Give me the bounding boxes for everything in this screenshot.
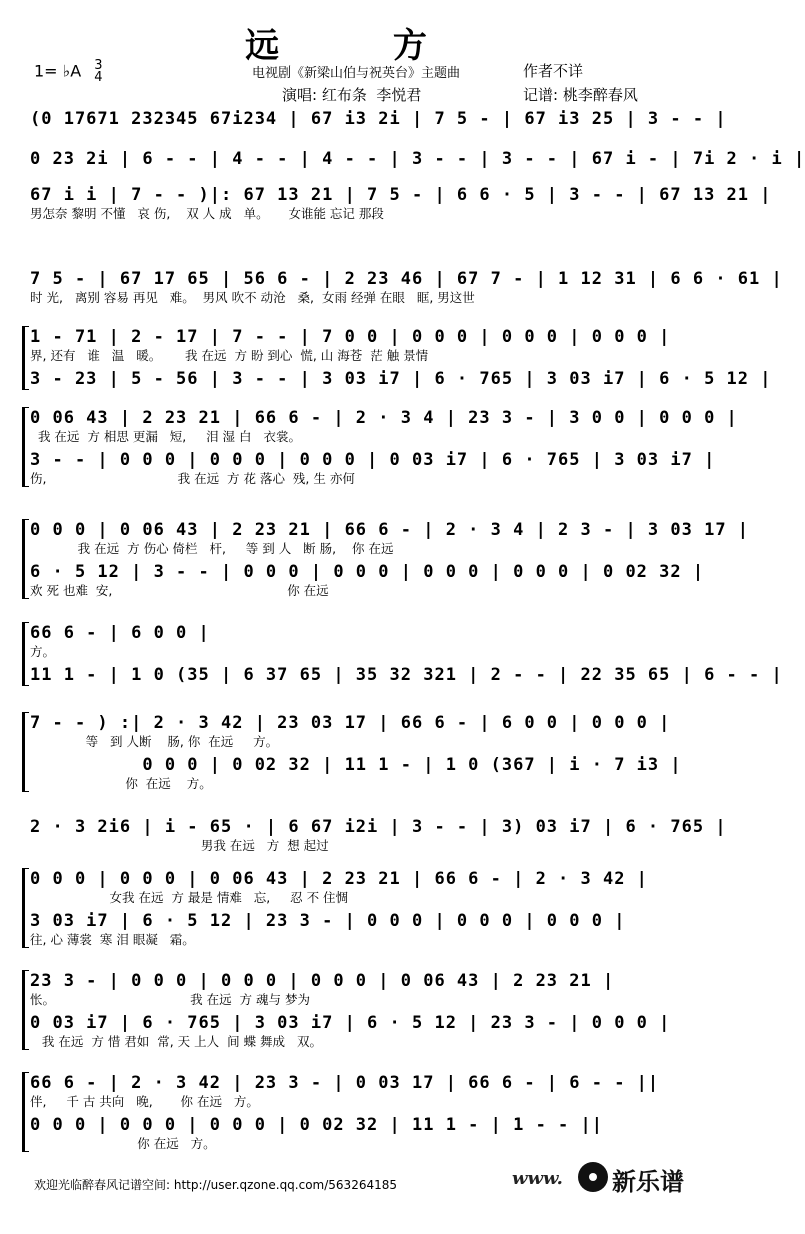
- notation-line: 66 6 - | 2 · 3 42 | 23 3 - | 0 03 17 | 66 6 - | 6 - - ||: [30, 1073, 660, 1093]
- time-signature-numerator: 3: [94, 58, 103, 73]
- lyric-line: 你 在远 方。: [30, 776, 212, 791]
- site-logo: [512, 1158, 692, 1198]
- logo-text: 新乐谱: [612, 1168, 684, 1196]
- notation-line: 0 0 0 | 0 0 0 | 0 0 0 | 0 02 32 | 11 1 - | 1 - - ||: [30, 1115, 603, 1135]
- notation-line: 3 03 i7 | 6 · 5 12 | 23 3 - | 0 0 0 | 0 0 0 | 0 0 0 |: [30, 911, 626, 931]
- notation-line: 0 0 0 | 0 06 43 | 2 23 21 | 66 6 - | 2 · 3 4 | 2 3 - | 3 03 17 |: [30, 520, 750, 540]
- logo-www: www.: [512, 1168, 563, 1189]
- notation-line: 0 23 2i | 6 - - | 4 - - | 4 - - | 3 - - | 3 - - | 67 i - | 7i 2 · i |: [30, 149, 805, 169]
- lyric-line: 男我 在远 方 想 起过: [30, 838, 329, 853]
- lyric-line: 怅。 我 在远 方 魂与 梦为: [30, 992, 310, 1007]
- notation-line: 1 - 71 | 2 - 17 | 7 - - | 7 0 0 | 0 0 0 | 0 0 0 | 0 0 0 |: [30, 327, 671, 347]
- subtitle: 电视剧《新梁山伯与祝英台》主题曲: [252, 66, 461, 81]
- system-bracket: [22, 970, 29, 1050]
- notation-line: 3 - - | 0 0 0 | 0 0 0 | 0 0 0 | 0 03 i7 | 6 · 765 | 3 03 i7 |: [30, 450, 716, 470]
- lyric-line: 我 在远 方 惜 君如 常, 天 上人 间 蝶 舞成 双。: [30, 1034, 322, 1049]
- notation-line: 11 1 - | 1 0 (35 | 6 37 65 | 35 32 321 | 2 - - | 22 35 65 | 6 - - |: [30, 665, 783, 685]
- page-title: 远 方: [245, 26, 457, 66]
- notation-line: 0 0 0 | 0 0 0 | 0 06 43 | 2 23 21 | 66 6 - | 2 · 3 42 |: [30, 869, 648, 889]
- transcriber: 记谱: 桃李醉春风: [523, 86, 638, 104]
- notation-line: 7 - - ) :| 2 · 3 42 | 23 03 17 | 66 6 - | 6 0 0 | 0 0 0 |: [30, 713, 671, 733]
- lyric-line: 往, 心 薄裳 寒 泪 眼凝 霜。: [30, 932, 195, 947]
- notation-line: 67 i i | 7 - - )|: 67 13 21 | 7 5 - | 6 6 · 5 | 3 - - | 67 13 21 |: [30, 185, 772, 205]
- system-bracket: [22, 407, 29, 487]
- music-disc-icon: [578, 1162, 608, 1192]
- lyric-line: 伤, 我 在远 方 花 落心 残, 生 亦何: [30, 471, 355, 486]
- time-signature-denominator: 4: [94, 70, 103, 85]
- system-bracket: [22, 326, 29, 390]
- footer-text: 欢迎光临醉春风记谱空间: http://user.qzone.qq.com/563264185: [34, 1178, 398, 1192]
- notation-line: 6 · 5 12 | 3 - - | 0 0 0 | 0 0 0 | 0 0 0 | 0 0 0 | 0 02 32 |: [30, 562, 705, 582]
- composer: 作者不详: [523, 62, 584, 80]
- notation-line: 23 3 - | 0 0 0 | 0 0 0 | 0 0 0 | 0 06 43 | 2 23 21 |: [30, 971, 615, 991]
- lyric-line: 我 在远 方 伤心 倚栏 杆, 等 到 人 断 肠, 你 在远: [30, 541, 394, 556]
- system-bracket: [22, 1072, 29, 1152]
- notation-line: 3 - 23 | 5 - 56 | 3 - - | 3 03 i7 | 6 · 765 | 3 03 i7 | 6 · 5 12 |: [30, 369, 772, 389]
- notation-line: 2 · 3 2i6 | i - 65 · | 6 67 i2i | 3 - - | 3) 03 i7 | 6 · 765 |: [30, 817, 727, 837]
- lyric-line: 你 在远 方。: [30, 1136, 216, 1151]
- notation-line: 0 0 0 | 0 02 32 | 11 1 - | 1 0 (367 | i · 7 i3 |: [30, 755, 682, 775]
- notation-line: 0 03 i7 | 6 · 765 | 3 03 i7 | 6 · 5 12 | 23 3 - | 0 0 0 |: [30, 1013, 671, 1033]
- notation-line: 7 5 - | 67 17 65 | 56 6 - | 2 23 46 | 67 7 - | 1 12 31 | 6 6 · 61 |: [30, 269, 783, 289]
- key-signature: 1= ♭A 3 4: [34, 58, 103, 85]
- lyric-line: 我 在远 方 相思 更漏 短, 泪 湿 白 衣裳。: [30, 429, 301, 444]
- lyric-line: 女我 在远 方 最是 情难 忘, 忍 不 住惆: [30, 890, 349, 905]
- singers: 演唱: 红布条 李悦君: [282, 86, 422, 104]
- notation-line: 0 06 43 | 2 23 21 | 66 6 - | 2 · 3 4 | 23 3 - | 3 0 0 | 0 0 0 |: [30, 408, 738, 428]
- lyric-line: 伴, 千 古 共向 晚, 你 在远 方。: [30, 1094, 259, 1109]
- notation-line: (0 17671 232345 67i234 | 67 i3 2i | 7 5 - | 67 i3 25 | 3 - - |: [30, 109, 727, 129]
- lyric-line: 男怎奈 黎明 不懂 哀 伤, 双 人 成 单。 女谁能 忘记 那段: [30, 206, 384, 221]
- system-bracket: [22, 622, 29, 686]
- system-bracket: [22, 519, 29, 599]
- system-bracket: [22, 868, 29, 948]
- lyric-line: 时 光, 离别 容易 再见 难。 男风 吹不 动沧 桑, 女雨 经弹 在眼 眶, 男这世: [30, 290, 475, 305]
- notation-line: 66 6 - | 6 0 0 |: [30, 623, 210, 643]
- system-bracket: [22, 712, 29, 792]
- lyric-line: 方。: [30, 644, 56, 659]
- lyric-line: 界, 还有 谁 温 暖。 我 在远 方 盼 到心 慌, 山 海苍 茫 触 景情: [30, 348, 429, 363]
- lyric-line: 欢 死 也难 安, 你 在远: [30, 583, 329, 598]
- lyric-line: 等 到 人断 肠, 你 在远 方。: [30, 734, 279, 749]
